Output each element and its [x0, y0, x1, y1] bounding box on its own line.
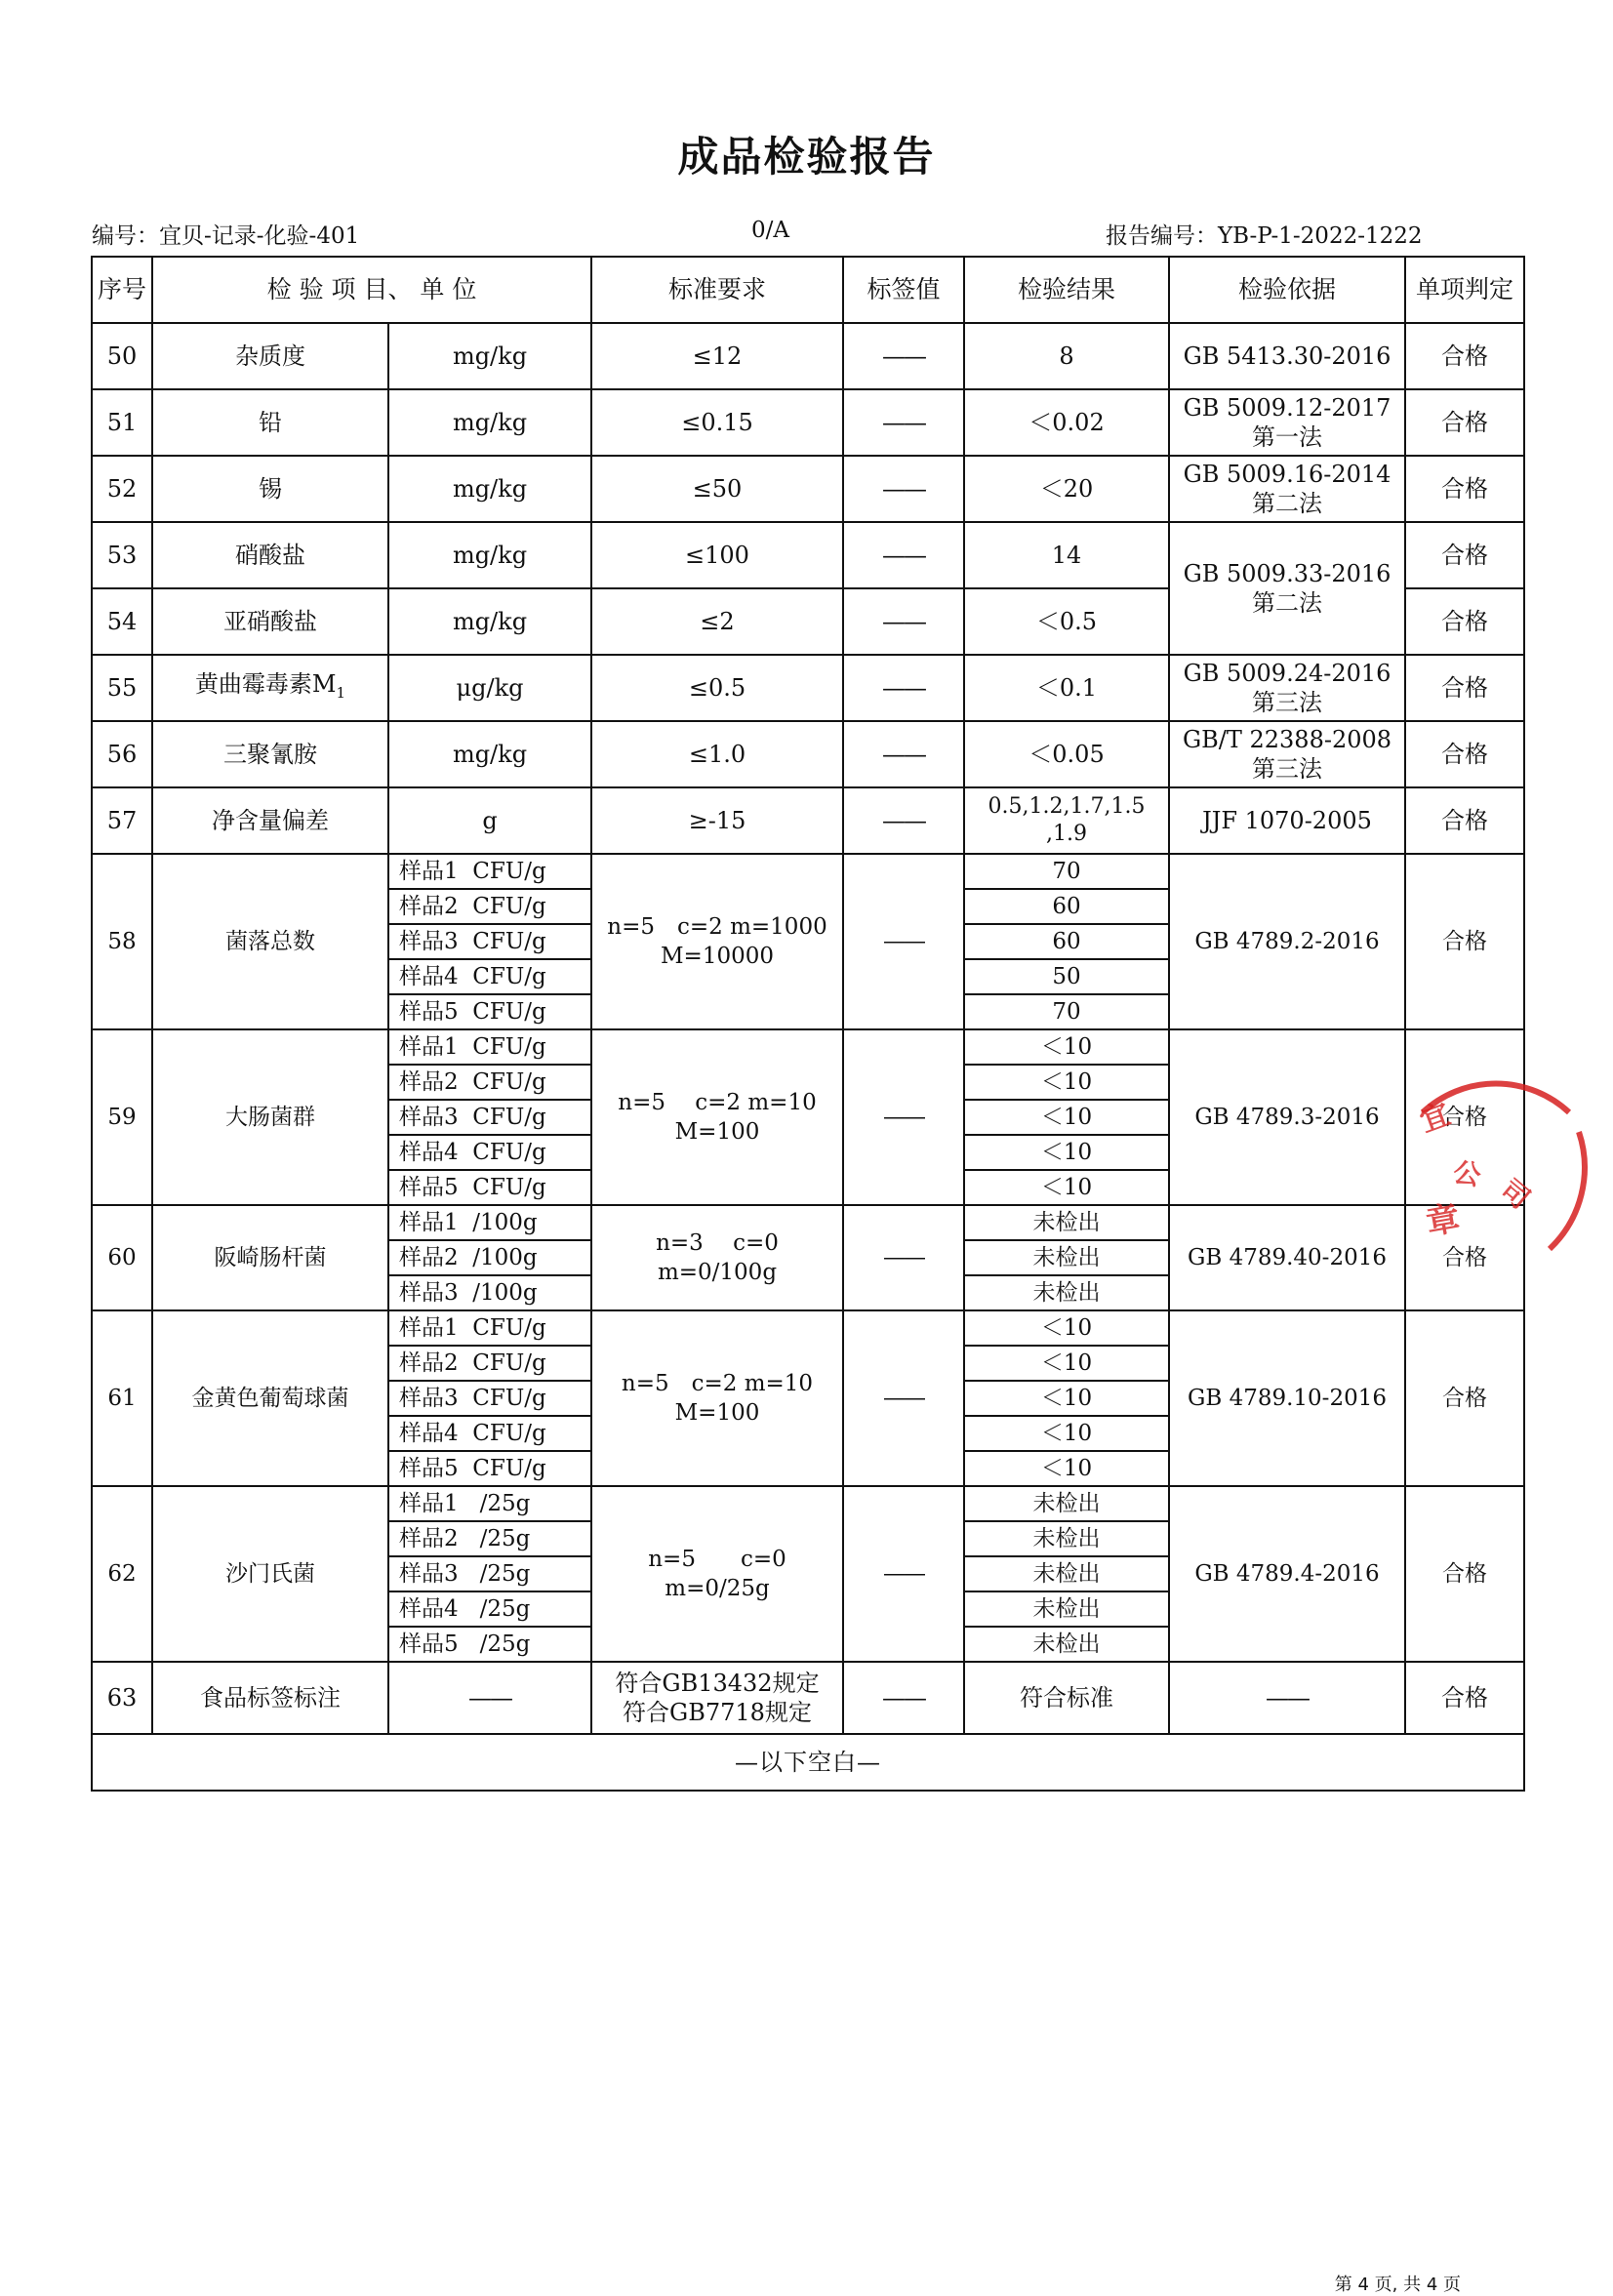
sample-unit: /100g — [472, 1280, 538, 1306]
sample-cell — [388, 1170, 591, 1205]
sample-name: 样品3 — [399, 1386, 459, 1411]
row-item: 杂质度 — [152, 323, 388, 389]
table-header-row — [92, 257, 1524, 323]
sample-cell — [388, 994, 591, 1029]
sample-unit: CFU/g — [472, 999, 546, 1025]
sample-unit: /100g — [472, 1210, 538, 1235]
sample-name: 样品1 — [399, 1034, 459, 1060]
row-standard: ≤1.0 — [591, 721, 843, 787]
row-basis: GB 5009.33-2016 第二法 — [1169, 522, 1405, 655]
sample-result: ＜10 — [964, 1100, 1169, 1135]
row-judgment: 合格 — [1405, 522, 1524, 588]
row-standard: ≤100 — [591, 522, 843, 588]
sample-name: 样品4 — [399, 1596, 459, 1622]
sample-result: ＜10 — [964, 1135, 1169, 1170]
row-standard: ≤0.15 — [591, 389, 843, 456]
sample-name: 样品5 — [399, 1456, 459, 1481]
table-row — [92, 522, 1524, 588]
sample-name: 样品1 — [399, 1491, 459, 1516]
row-standard-line: 符合GB7718规定 — [623, 1699, 812, 1726]
sample-cell — [388, 1381, 591, 1416]
row-judgment: 合格 — [1405, 588, 1524, 655]
row-no: 59 — [92, 1029, 152, 1205]
table-end-row — [92, 1734, 1524, 1791]
header-item-unit: 检 验 项 目、 单 位 — [152, 257, 591, 323]
row-no: 62 — [92, 1486, 152, 1662]
svg-text:章: 章 — [1423, 1198, 1464, 1243]
sample-cell — [388, 1240, 591, 1275]
sample-result: 70 — [964, 994, 1169, 1029]
row-unit: mg/kg — [388, 721, 591, 787]
row-unit: μg/kg — [388, 655, 591, 721]
sample-unit: CFU/g — [472, 1350, 546, 1376]
sample-unit: CFU/g — [472, 1105, 546, 1130]
sample-result: 未检出 — [964, 1205, 1169, 1240]
row-no: 52 — [92, 456, 152, 522]
row-item — [152, 655, 388, 721]
row-standard: n=5 c=0 m=0/25g — [591, 1486, 843, 1662]
row-label-value: —— — [843, 522, 964, 588]
row-judgment: 合格 — [1405, 1310, 1524, 1486]
sample-result: ＜10 — [964, 1451, 1169, 1486]
row-no: 60 — [92, 1205, 152, 1310]
row-basis: GB 5009.24-2016 第三法 — [1169, 655, 1405, 721]
sample-result: 60 — [964, 889, 1169, 924]
table-row — [92, 787, 1524, 854]
sample-result: ＜10 — [964, 1310, 1169, 1346]
row-label-value: —— — [843, 1662, 964, 1734]
sample-result: ＜10 — [964, 1170, 1169, 1205]
sample-name: 样品4 — [399, 1140, 459, 1165]
row-no: 51 — [92, 389, 152, 456]
table-row — [92, 655, 1524, 721]
sample-unit: /25g — [479, 1561, 531, 1587]
row-item: 三聚氰胺 — [152, 721, 388, 787]
row-standard: n=5 c=2 m=1000 M=10000 — [591, 854, 843, 1029]
row-item: 硝酸盐 — [152, 522, 388, 588]
header-label-value: 标签值 — [843, 257, 964, 323]
sample-result: 未检出 — [964, 1627, 1169, 1662]
sample-result: 50 — [964, 959, 1169, 994]
table-row — [92, 721, 1524, 787]
sample-name: 样品2 — [399, 894, 459, 919]
row-standard: ≤12 — [591, 323, 843, 389]
sample-unit: CFU/g — [472, 1069, 546, 1095]
table-row — [92, 1029, 1524, 1065]
sample-name: 样品1 — [399, 1315, 459, 1341]
sample-name: 样品3 — [399, 1561, 459, 1587]
sample-cell — [388, 1310, 591, 1346]
sample-name: 样品4 — [399, 1421, 459, 1446]
sample-unit: CFU/g — [472, 964, 546, 989]
sample-result: 未检出 — [964, 1240, 1169, 1275]
table-row — [92, 854, 1524, 889]
row-standard: ≥-15 — [591, 787, 843, 854]
sample-cell — [388, 1135, 591, 1170]
sample-name: 样品2 — [399, 1526, 459, 1551]
sample-cell — [388, 854, 591, 889]
row-result: ＜0.1 — [964, 655, 1169, 721]
row-label-value: —— — [843, 1310, 964, 1486]
row-judgment: 合格 — [1405, 721, 1524, 787]
sample-result: ＜10 — [964, 1381, 1169, 1416]
row-no: 56 — [92, 721, 152, 787]
row-unit: mg/kg — [388, 522, 591, 588]
header-basis: 检验依据 — [1169, 257, 1405, 323]
row-item: 大肠菌群 — [152, 1029, 388, 1205]
row-result: 8 — [964, 323, 1169, 389]
row-item-subscript: 1 — [336, 683, 346, 702]
page-footer: 第 4 页, 共 4 页 — [1334, 2275, 1461, 2295]
end-note: —以下空白— — [92, 1734, 1524, 1791]
sample-cell — [388, 1065, 591, 1100]
row-item: 金黄色葡萄球菌 — [152, 1310, 388, 1486]
table-row — [92, 389, 1524, 456]
row-standard: n=5 c=2 m=10 M=100 — [591, 1310, 843, 1486]
sample-cell — [388, 1275, 591, 1310]
sample-cell — [388, 1029, 591, 1065]
sample-name: 样品2 — [399, 1245, 459, 1270]
sample-name: 样品3 — [399, 1105, 459, 1130]
document-number: 编号：宜贝-记录-化验-401 — [92, 223, 360, 249]
sample-result: 60 — [964, 924, 1169, 959]
row-item: 锡 — [152, 456, 388, 522]
row-basis: GB/T 22388-2008 第三法 — [1169, 721, 1405, 787]
svg-text:司: 司 — [1494, 1173, 1537, 1216]
row-unit: mg/kg — [388, 323, 591, 389]
row-no: 53 — [92, 522, 152, 588]
sample-cell — [388, 959, 591, 994]
row-item: 沙门氏菌 — [152, 1486, 388, 1662]
row-item: 净含量偏差 — [152, 787, 388, 854]
row-item: 亚硝酸盐 — [152, 588, 388, 655]
row-basis: GB 4789.10-2016 — [1169, 1310, 1405, 1486]
row-unit: —— — [388, 1662, 591, 1734]
row-label-value: —— — [843, 1486, 964, 1662]
row-judgment: 合格 — [1405, 1486, 1524, 1662]
sample-unit: CFU/g — [472, 929, 546, 954]
row-judgment: 合格 — [1405, 323, 1524, 389]
row-label-value: —— — [843, 787, 964, 854]
row-standard: ≤50 — [591, 456, 843, 522]
sample-unit: CFU/g — [472, 1456, 546, 1481]
table-row — [92, 1486, 1524, 1521]
row-result: ＜20 — [964, 456, 1169, 522]
row-no: 58 — [92, 854, 152, 1029]
sample-name: 样品1 — [399, 859, 459, 884]
row-result: ＜0.5 — [964, 588, 1169, 655]
row-item: 菌落总数 — [152, 854, 388, 1029]
row-label-value: —— — [843, 456, 964, 522]
row-standard: n=5 c=2 m=10 M=100 — [591, 1029, 843, 1205]
sample-cell — [388, 1100, 591, 1135]
sample-result: ＜10 — [964, 1416, 1169, 1451]
row-result: ＜0.02 — [964, 389, 1169, 456]
row-label-value: —— — [843, 1205, 964, 1310]
inspection-table — [91, 256, 1525, 1792]
sample-cell — [388, 924, 591, 959]
sample-result: ＜10 — [964, 1346, 1169, 1381]
sample-result: 70 — [964, 854, 1169, 889]
row-standard — [591, 1662, 843, 1734]
table-row — [92, 456, 1524, 522]
sample-cell — [388, 1521, 591, 1556]
sample-result: 未检出 — [964, 1556, 1169, 1591]
sample-unit: /100g — [472, 1245, 538, 1270]
sample-unit: /25g — [479, 1596, 531, 1622]
sample-unit: CFU/g — [472, 894, 546, 919]
sample-result: 未检出 — [964, 1521, 1169, 1556]
table-row — [92, 1662, 1524, 1734]
row-judgment: 合格 — [1405, 787, 1524, 854]
sample-cell — [388, 1627, 591, 1662]
row-unit: mg/kg — [388, 588, 591, 655]
row-label-value: —— — [843, 655, 964, 721]
row-label-value: —— — [843, 1029, 964, 1205]
row-judgment: 合格 — [1405, 1029, 1524, 1205]
row-judgment: 合格 — [1405, 456, 1524, 522]
sample-unit: CFU/g — [472, 1140, 546, 1165]
sample-name: 样品1 — [399, 1210, 459, 1235]
sample-cell — [388, 1556, 591, 1591]
row-no: 63 — [92, 1662, 152, 1734]
row-basis: GB 5413.30-2016 — [1169, 323, 1405, 389]
row-basis: JJF 1070-2005 — [1169, 787, 1405, 854]
sample-unit: CFU/g — [472, 1386, 546, 1411]
row-unit: mg/kg — [388, 389, 591, 456]
row-basis: GB 4789.2-2016 — [1169, 854, 1405, 1029]
row-label-value: —— — [843, 721, 964, 787]
sample-result: ＜10 — [964, 1065, 1169, 1100]
row-unit: g — [388, 787, 591, 854]
table-row — [92, 323, 1524, 389]
svg-text:宜: 宜 — [1415, 1097, 1455, 1140]
row-item: 阪崎肠杆菌 — [152, 1205, 388, 1310]
row-item: 铅 — [152, 389, 388, 456]
row-standard: n=3 c=0 m=0/100g — [591, 1205, 843, 1310]
row-no: 61 — [92, 1310, 152, 1486]
sample-unit: CFU/g — [472, 1315, 546, 1341]
header-result: 检验结果 — [964, 257, 1169, 323]
row-basis: GB 4789.3-2016 — [1169, 1029, 1405, 1205]
sample-name: 样品5 — [399, 1631, 459, 1657]
row-result: 0.5,1.2,1.7,1.5 ,1.9 — [964, 787, 1169, 854]
row-judgment: 合格 — [1405, 655, 1524, 721]
row-standard-line: 符合GB13432规定 — [615, 1670, 820, 1697]
report-number: 报告编号：YB-P-1-2022-1222 — [1106, 223, 1423, 249]
sample-cell — [388, 1205, 591, 1240]
document-version: 0/A — [751, 218, 789, 243]
row-label-value: —— — [843, 588, 964, 655]
row-label-value: —— — [843, 854, 964, 1029]
sample-cell — [388, 1486, 591, 1521]
row-standard: ≤2 — [591, 588, 843, 655]
header-standard: 标准要求 — [591, 257, 843, 323]
row-label-value: —— — [843, 323, 964, 389]
sample-name: 样品2 — [399, 1350, 459, 1376]
sample-cell — [388, 1451, 591, 1486]
sample-result: ＜10 — [964, 1029, 1169, 1065]
sample-result: 未检出 — [964, 1591, 1169, 1627]
row-item: 食品标签标注 — [152, 1662, 388, 1734]
row-no: 50 — [92, 323, 152, 389]
sample-cell — [388, 1346, 591, 1381]
table-row — [92, 1205, 1524, 1240]
row-result: 14 — [964, 522, 1169, 588]
sample-unit: CFU/g — [472, 859, 546, 884]
row-no: 54 — [92, 588, 152, 655]
sample-unit: /25g — [479, 1631, 531, 1657]
sample-name: 样品3 — [399, 1280, 459, 1306]
row-item-text: 黄曲霉毒素M — [194, 669, 337, 698]
row-standard: ≤0.5 — [591, 655, 843, 721]
header-judgment: 单项判定 — [1405, 257, 1524, 323]
sample-cell — [388, 1416, 591, 1451]
sample-unit: CFU/g — [472, 1175, 546, 1200]
sample-cell — [388, 889, 591, 924]
row-basis: GB 4789.40-2016 — [1169, 1205, 1405, 1310]
sample-result: 未检出 — [964, 1275, 1169, 1310]
report-title: 成品检验报告 — [677, 133, 936, 181]
row-basis: GB 5009.12-2017 第一法 — [1169, 389, 1405, 456]
sample-unit: CFU/g — [472, 1034, 546, 1060]
sample-cell — [388, 1591, 591, 1627]
row-basis: GB 4789.4-2016 — [1169, 1486, 1405, 1662]
sample-result: 未检出 — [964, 1486, 1169, 1521]
row-no: 57 — [92, 787, 152, 854]
row-judgment: 合格 — [1405, 1662, 1524, 1734]
sample-name: 样品3 — [399, 929, 459, 954]
sample-name: 样品5 — [399, 1175, 459, 1200]
sample-unit: CFU/g — [472, 1421, 546, 1446]
header-seq: 序号 — [92, 257, 152, 323]
row-judgment: 合格 — [1405, 854, 1524, 1029]
row-judgment: 合格 — [1405, 389, 1524, 456]
row-unit: mg/kg — [388, 456, 591, 522]
sample-name: 样品5 — [399, 999, 459, 1025]
sample-unit: /25g — [479, 1491, 531, 1516]
svg-text:公: 公 — [1450, 1155, 1484, 1192]
sample-unit: /25g — [479, 1526, 531, 1551]
row-judgment: 合格 — [1405, 1205, 1524, 1310]
row-basis: GB 5009.16-2014 第二法 — [1169, 456, 1405, 522]
row-basis: —— — [1169, 1662, 1405, 1734]
sample-name: 样品4 — [399, 964, 459, 989]
row-result: ＜0.05 — [964, 721, 1169, 787]
row-label-value: —— — [843, 389, 964, 456]
row-no: 55 — [92, 655, 152, 721]
sample-name: 样品2 — [399, 1069, 459, 1095]
row-result: 符合标准 — [964, 1662, 1169, 1734]
table-row — [92, 1310, 1524, 1346]
